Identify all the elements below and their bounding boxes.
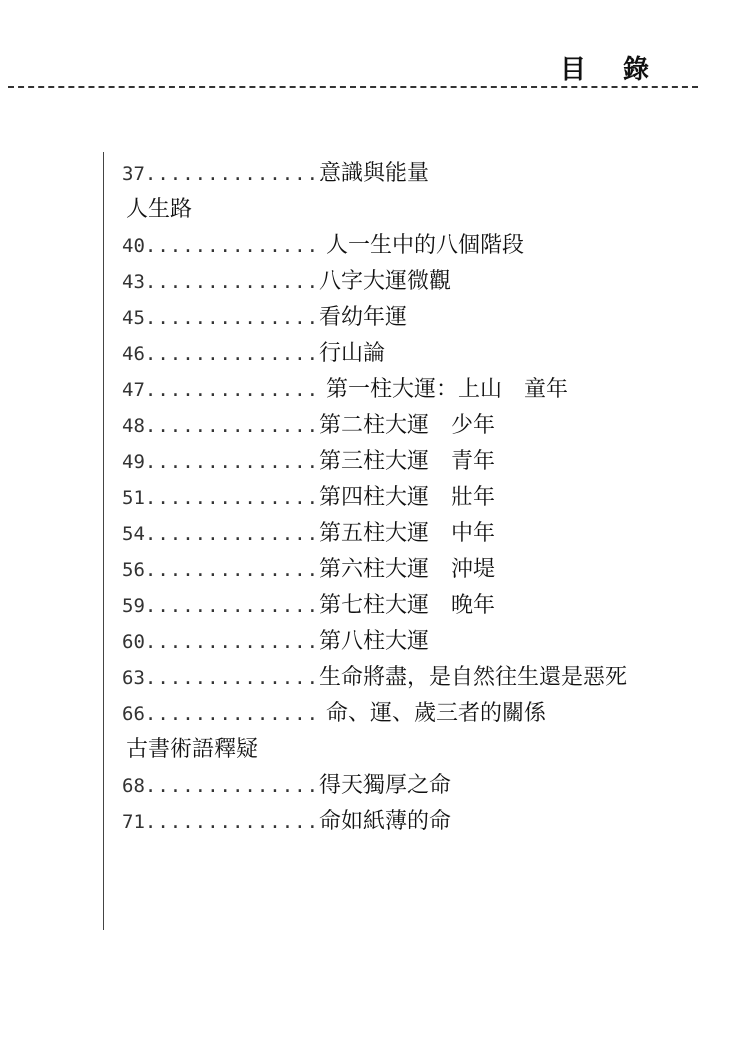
toc-entry <box>122 660 742 696</box>
toc-entry <box>122 264 742 300</box>
toc-entry <box>122 804 742 840</box>
toc-entry-title: 看幼年運 <box>319 305 408 330</box>
toc-leader-dots: .............. <box>144 379 320 401</box>
toc-page-number: 48 <box>122 415 145 437</box>
toc-page-number: 56 <box>122 559 145 581</box>
toc-entry-title: 第七柱大運 晚年 <box>319 593 496 618</box>
toc-section-heading: 古書術語釋疑 <box>126 737 259 762</box>
toc-page-number: 66 <box>122 703 145 725</box>
toc-entry <box>122 408 742 444</box>
toc-entry-title: 行山論 <box>319 341 386 366</box>
toc-page-number: 37 <box>122 163 145 185</box>
toc-entry <box>122 228 742 264</box>
toc-leader-dots: .............. <box>144 235 320 257</box>
page-title: 目 錄 <box>560 55 664 85</box>
toc-entry <box>122 372 742 408</box>
toc-page-number: 47 <box>122 379 145 401</box>
toc-entry-title: 第二柱大運 少年 <box>319 413 496 438</box>
toc-leader-dots: .............. <box>144 667 320 689</box>
toc-entry-title: 第三柱大運 青年 <box>319 449 496 474</box>
toc-section-heading: 人生路 <box>126 197 193 222</box>
toc-leader-dots: .............. <box>144 631 320 653</box>
toc-entry-title: 命、運、歲三者的關係 <box>319 701 547 726</box>
toc-entry <box>122 300 742 336</box>
toc-entry <box>122 156 742 192</box>
toc-entry <box>122 516 742 552</box>
toc-entry-title: 第八柱大運 <box>319 629 430 654</box>
toc-entry <box>122 588 742 624</box>
toc-leader-dots: .............. <box>144 595 320 617</box>
toc-entry-title: 第六柱大運 沖堤 <box>319 557 496 582</box>
toc-entry-title: 八字大運微觀 <box>319 269 452 294</box>
toc-entry-title: 第四柱大運 壯年 <box>319 485 496 510</box>
header-dashed-rule <box>8 86 698 88</box>
toc-leader-dots: .............. <box>144 415 320 437</box>
toc-page-number: 43 <box>122 271 145 293</box>
toc-entry <box>122 480 742 516</box>
toc-leader-dots: .............. <box>144 811 320 833</box>
toc-entry-title: 第一柱大運：上山 童年 <box>319 377 569 402</box>
toc-entry <box>122 624 742 660</box>
toc-leader-dots: .............. <box>144 703 320 725</box>
toc-leader-dots: .............. <box>144 307 320 329</box>
toc-leader-dots: .............. <box>144 487 320 509</box>
toc-page-number: 54 <box>122 523 145 545</box>
toc-leader-dots: .............. <box>144 271 320 293</box>
toc-page-number: 49 <box>122 451 145 473</box>
toc-page-number: 51 <box>122 487 145 509</box>
toc-leader-dots: .............. <box>144 775 320 797</box>
toc-entry <box>122 696 742 732</box>
toc-page-number: 60 <box>122 631 145 653</box>
toc-entry <box>122 444 742 480</box>
toc-leader-dots: .............. <box>144 523 320 545</box>
toc-entry-title: 命如紙薄的命 <box>319 809 452 834</box>
toc-page-number: 68 <box>122 775 145 797</box>
toc-page-number: 46 <box>122 343 145 365</box>
toc-entry <box>122 336 742 372</box>
toc-page-number: 63 <box>122 667 145 689</box>
toc-entry-title: 人一生中的八個階段 <box>319 233 525 258</box>
toc-leader-dots: .............. <box>144 559 320 581</box>
toc-page-number: 59 <box>122 595 145 617</box>
margin-rule <box>103 152 104 930</box>
toc-page-number: 45 <box>122 307 145 329</box>
toc-entry-title: 生命將盡，是自然往生還是惡死 <box>319 665 628 690</box>
toc-page-number: 71 <box>122 811 145 833</box>
toc-entry-title: 第五柱大運 中年 <box>319 521 496 546</box>
toc-leader-dots: .............. <box>144 343 320 365</box>
toc-entry <box>122 552 742 588</box>
toc-leader-dots: .............. <box>144 451 320 473</box>
toc-leader-dots: .............. <box>144 163 320 185</box>
toc-entry <box>122 768 742 804</box>
toc-entry-title: 得天獨厚之命 <box>319 773 452 798</box>
table-of-contents <box>122 156 742 840</box>
toc-entry-title: 意識與能量 <box>319 161 430 186</box>
toc-page-number: 40 <box>122 235 145 257</box>
